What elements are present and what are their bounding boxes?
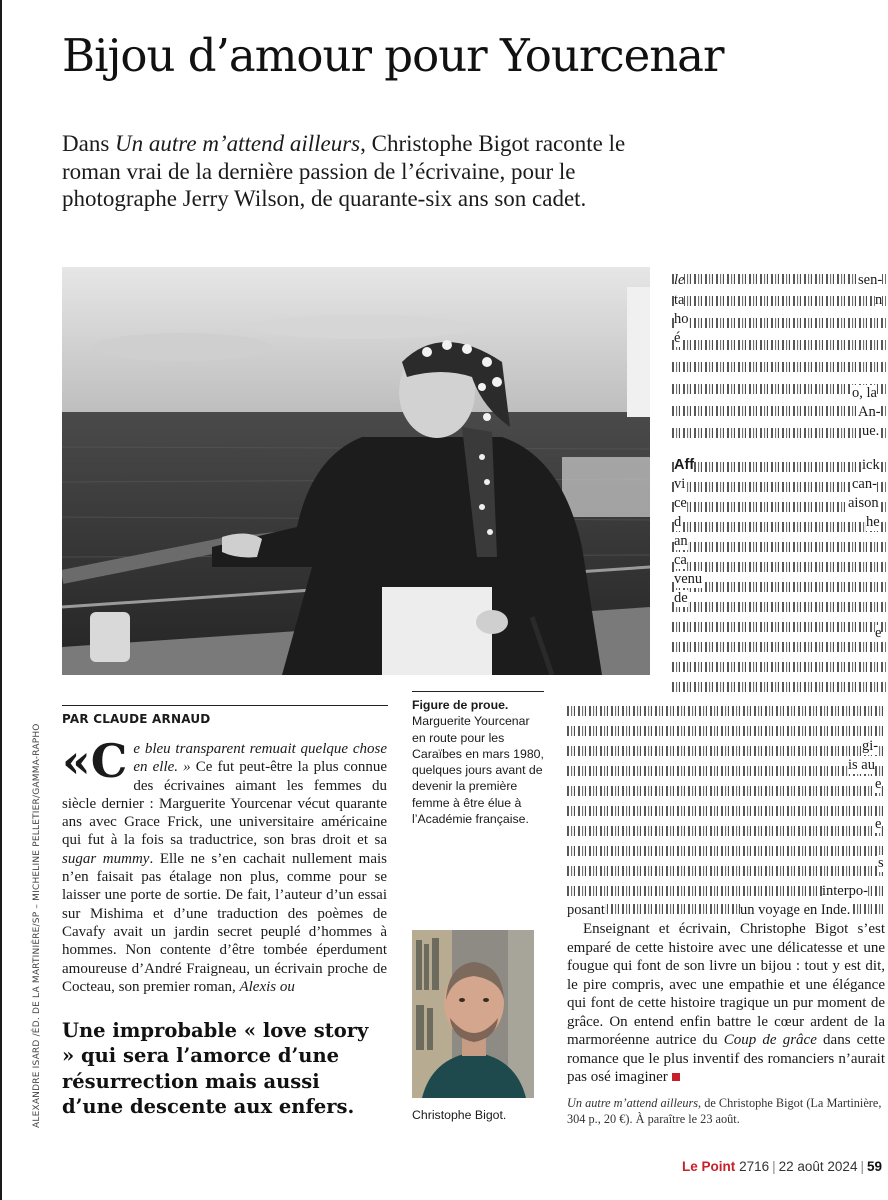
fragment: o, la: [852, 385, 877, 401]
body-text-column-1: [62, 734, 387, 996]
caption-title: Figure de proue.: [412, 698, 509, 712]
fragment: sen-: [858, 272, 883, 288]
main-photo-yourcenar: [62, 267, 650, 675]
portrait-illustration: [412, 930, 534, 1098]
book-note-details: , de Christophe Bigot (La Martinière, 304 p., 20 €). À paraître le 23 août.: [567, 1096, 882, 1126]
article-lead: [62, 130, 682, 213]
body1-italic-alexis: Alexis ou: [239, 978, 295, 995]
fragment: interpo-: [822, 883, 868, 899]
fragment: d: [674, 514, 682, 530]
fragment: venu: [674, 571, 703, 587]
fragment: s: [878, 855, 884, 871]
drop-cap: «C: [62, 734, 128, 788]
fragment: un voyage en Inde.: [740, 902, 851, 918]
pull-quote: Une improbable « love story » qui sera l’amorce d’une résurrection mais aussi d’une descente aux enfers.: [62, 1019, 369, 1119]
fragment: vi: [674, 476, 686, 492]
photo-credit: ALEXANDRE ISARD /ÉD. DE LA MARTINIÈRE/SP – MICHELINE PELLETIER/GAMMA-RAPHO: [32, 723, 42, 1128]
footer-separator: |: [860, 1159, 864, 1174]
body1-text-a: Ce fut peut-être la plus connue des écrivaines aimant les femmes du siècle dernier : Marguerite Yourcenar vécut quarante ans avec Grace Frick, une universitaire américaine qui fut à la fois sa traductrice, son bras droit et sa: [62, 759, 387, 849]
book-note-title: Un autre m’attend ailleurs: [567, 1096, 699, 1110]
fragment: e: [875, 776, 882, 792]
fragment: de: [674, 590, 688, 606]
footer-separator: |: [772, 1159, 776, 1174]
body1-italic-sugar-mummy: sugar mummy: [62, 850, 150, 867]
end-mark-icon: [672, 1073, 680, 1081]
page-footer: [682, 1159, 882, 1174]
issue-number: 2716: [739, 1159, 770, 1174]
lead-text: , Christophe Bigot raconte le roman vrai de la dernière passion de l’écrivaine, pour le photographe Jerry Wilson, de quarante-six ans son cadet.: [62, 131, 626, 212]
fragment: he: [866, 514, 880, 530]
fragment: ce: [674, 495, 687, 511]
lead-prefix: Dans: [62, 131, 116, 156]
magazine-brand: Le Point: [682, 1159, 736, 1174]
fragment: aison: [848, 495, 879, 511]
fragment: ick: [862, 457, 880, 473]
fragment: An-: [858, 404, 881, 420]
opening-quote: e bleu transparent remuait quelque chose en elle. »: [133, 741, 387, 776]
body-text-column-2: [567, 920, 885, 1087]
fragment: is au: [848, 757, 875, 773]
fragment: ta: [674, 292, 685, 308]
caption-rule: [412, 691, 544, 692]
fragment: ho: [674, 311, 689, 327]
obscured-text-block-top: [672, 268, 886, 453]
fragment: posant: [567, 902, 605, 918]
caption-text: Marguerite Yourcenar en route pour les Caraïbes en mars 1980, quelques jours avant de devenir la première femme à être élue à l’Académie française.: [412, 714, 544, 827]
fragment: ca: [674, 552, 687, 568]
body2-italic-coup-de-grace: Coup de grâce: [723, 1032, 817, 1048]
photo-caption: [412, 697, 544, 827]
fragment: can-: [852, 476, 877, 492]
byline-rule: [62, 705, 388, 706]
ship-deck-illustration: [62, 267, 650, 675]
fragment: Aff: [674, 457, 695, 473]
issue-date: 22 août 2024: [778, 1159, 858, 1174]
article-title: Bijou d’amour pour Yourcenar: [62, 29, 724, 82]
portrait-caption: Christophe Bigot.: [412, 1108, 507, 1122]
book-note: [567, 1095, 885, 1127]
fragment: gi-: [862, 738, 879, 754]
body2-text-a: Enseignant et écrivain, Christophe Bigot s’est emparé de cette histoire avec une délicatesse et une fougue qui font de son livre un bijou : tout y est dit, le pire compris, avec une empathie et une élégance qui font de cette histoire tragique un pur moment de grâce. On entend enfin battre le cœur ardent de la marmoréenne autrice du: [567, 921, 885, 1048]
fragment: n: [875, 292, 883, 308]
lead-book-title: Un autre m’attend ailleurs: [115, 131, 361, 156]
fragment: e: [875, 625, 882, 641]
body1-text-b: . Elle ne s’en cachait nullement mais n’en faisait pas étalage non plus, comme pour se laisser une porte de sortie. De fait, l’auteur d’un essai sur Mishima et d’une traduction des poèmes de Cavafy avait un jardin secret peuplé d’hommes à hommes. Non contente d’être tombée éperdument amoureuse d’André Fraigneau, un écrivain proche de Cocteau, son premier roman,: [62, 850, 387, 995]
byline: PAR CLAUDE ARNAUD: [62, 712, 211, 726]
page-number: 59: [866, 1159, 882, 1174]
portrait-christophe-bigot: [412, 930, 534, 1098]
fragment: e: [875, 816, 882, 832]
page-edge-rule: [0, 0, 2, 1200]
body2-text-b: dans cette romance que le plus inventif des romanciers n’aurait pas osé imaginer: [567, 1032, 885, 1085]
fragment: an: [674, 533, 688, 549]
fragment: é: [674, 330, 681, 346]
fragment: ue.: [862, 423, 880, 439]
fragment: le: [674, 272, 685, 288]
